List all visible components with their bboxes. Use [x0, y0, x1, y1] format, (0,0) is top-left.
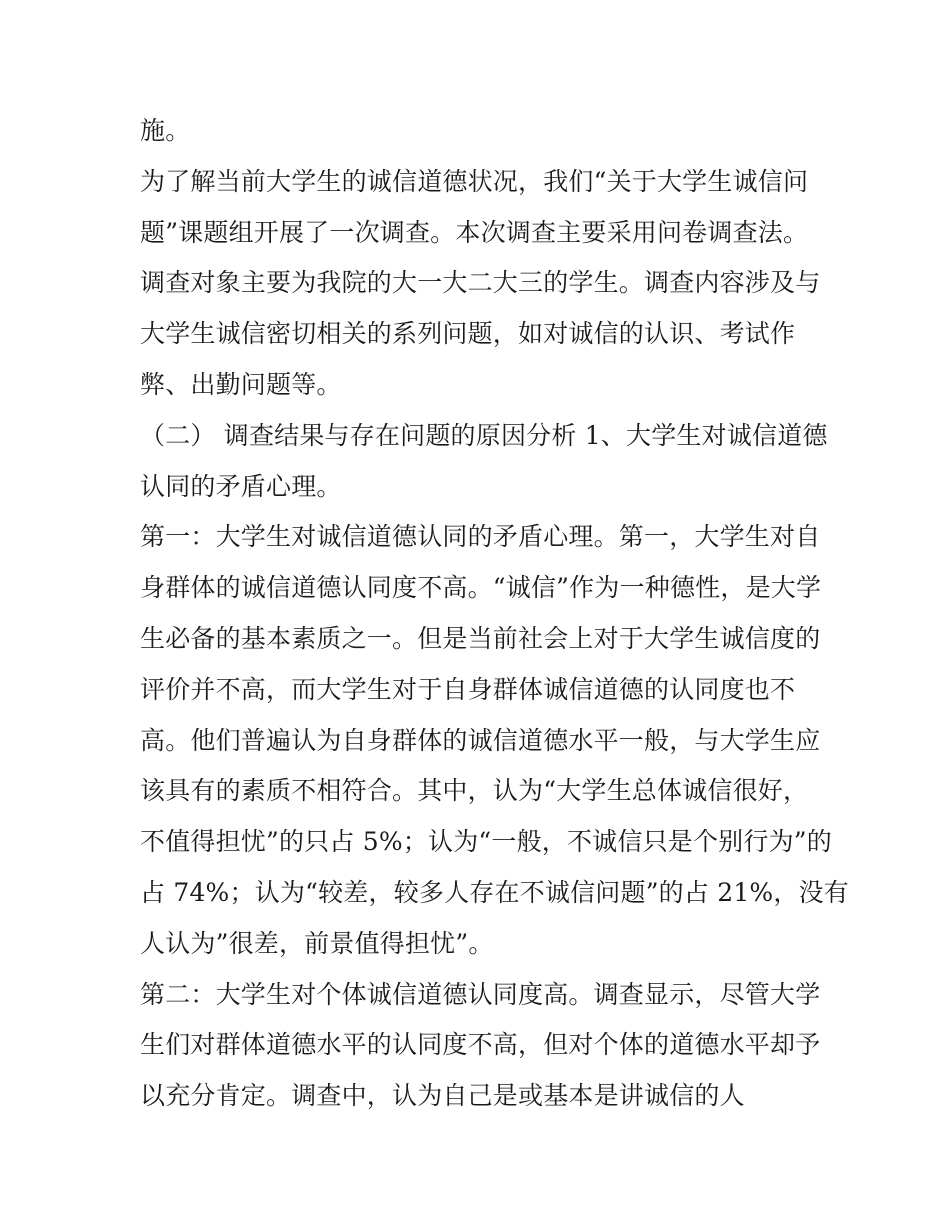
text-line: 生必备的基本素质之一。但是当前社会上对于大学生诚信度的 — [140, 623, 821, 653]
text-line: 评价并不高，而大学生对于自身群体诚信道德的认同度也不 — [140, 674, 796, 704]
text-line: 不值得担忧”的只占 5%；认为“一般，不诚信只是个别行为”的 — [140, 827, 832, 857]
text-line: 为了解当前大学生的诚信道德状况，我们“关于大学生诚信问 — [140, 166, 809, 196]
section-heading-line: 认同的矛盾心理。 — [140, 471, 342, 501]
text-line: 弊、出勤问题等。 — [140, 369, 342, 399]
text-line: 占 74%；认为“较差，较多人存在不诚信问题”的占 21%，没有 — [140, 877, 849, 907]
text-line: 第一：大学生对诚信道德认同的矛盾心理。第一，大学生对自 — [140, 522, 821, 552]
text-line: 身群体的诚信道德认同度不高。“诚信”作为一种德性，是大学 — [140, 573, 822, 603]
text-line: 生们对群体道德水平的认同度不高，但对个体的道德水平却予 — [140, 1030, 821, 1060]
text-line: 高。他们普遍认为自身群体的诚信道德水平一般，与大学生应 — [140, 725, 821, 755]
text-line: 第二：大学生对个体诚信道德认同度高。调查显示，尽管大学 — [140, 979, 821, 1009]
text-line: 该具有的素质不相符合。其中，认为“大学生总体诚信很好， — [140, 776, 809, 806]
text-line: 大学生诚信密切相关的系列问题，如对诚信的认识、考试作 — [140, 319, 796, 349]
text-line: 以充分肯定。调查中，认为自己是或基本是讲诚信的人 — [140, 1081, 745, 1111]
section-heading-line: （二） 调查结果与存在问题的原因分析 1、大学生对诚信道德 — [140, 420, 828, 450]
document-body — [140, 106, 849, 1122]
text-line: 题”课题组开展了一次调查。本次调查主要采用问卷调查法。 — [140, 217, 809, 247]
text-line: 施。 — [140, 116, 191, 145]
text-line: 人认为”很差，前景值得担忧”。 — [140, 928, 494, 958]
text-line: 调查对象主要为我院的大一大二大三的学生。调查内容涉及与 — [140, 268, 821, 298]
